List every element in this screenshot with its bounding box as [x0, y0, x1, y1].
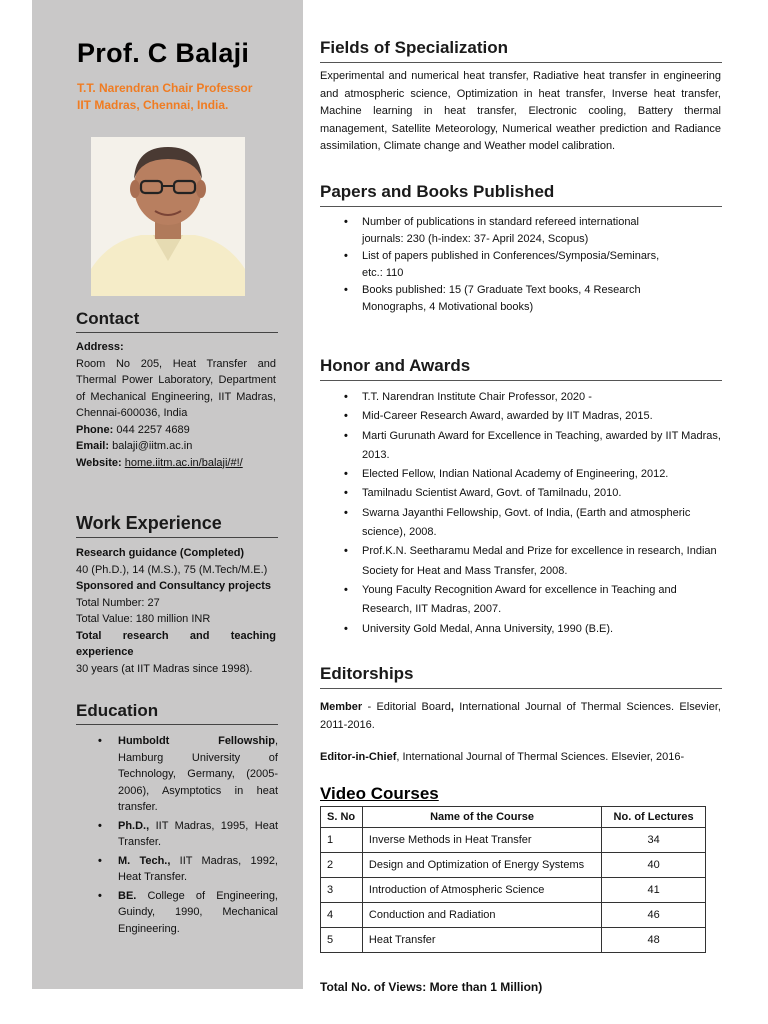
email-label: Email:: [76, 440, 110, 452]
awards-heading: Honor and Awards: [320, 356, 722, 381]
papers-list: [320, 214, 662, 316]
subtitle-position: T.T. Narendran Chair Professor: [77, 81, 253, 95]
table-row: 4 Conduction and Radiation 46: [321, 903, 706, 928]
address-text: Room No 205, Heat Transfer and Thermal Power Laboratory, Department of Mechanical Engineering, IIT Madras, Chennai-600036, India: [76, 357, 276, 419]
work-experience-section: [76, 545, 276, 677]
education-list: [76, 733, 278, 939]
editorships-heading: Editorships: [320, 664, 722, 689]
list-item: • University Gold Medal, Anna University, 1990 (B.E).: [320, 620, 722, 639]
contact-heading: Contact: [76, 309, 278, 333]
subtitle-institution: IIT Madras, Chennai, India.: [77, 98, 229, 112]
list-item: • Prof.K.N. Seetharamu Medal and Prize for excellence in research, Indian Society for Heat and Mass Transfer, 2008.: [320, 542, 722, 581]
list-item: • Swarna Jayanthi Fellowship, Govt. of India, (Earth and atmospheric science), 2008.: [320, 504, 722, 543]
list-item: • Tamilnadu Scientist Award, Govt. of Tamilnadu, 2010.: [320, 484, 722, 503]
work-experience-heading: Work Experience: [76, 513, 278, 538]
address-label: Address:: [76, 341, 124, 353]
list-item: • Elected Fellow, Indian National Academy of Engineering, 2012.: [320, 465, 722, 484]
page-title: Prof. C Balaji: [77, 38, 250, 68]
phone-value: 044 2257 4689: [116, 423, 190, 436]
column-header: S. No: [321, 807, 363, 828]
guidance-value: 40 (Ph.D.), 14 (M.S.), 75 (M.Tech/M.E.): [76, 563, 268, 576]
video-courses-heading: Video Courses: [320, 784, 439, 803]
list-item: • Marti Gurunath Award for Excellence in Teaching, awarded by IIT Madras, 2013.: [320, 427, 722, 466]
portrait-image: [91, 137, 245, 296]
total-views: Total No. of Views: More than 1 Million): [320, 980, 543, 994]
experience-value: 30 years (at IIT Madras since 1998).: [76, 662, 253, 675]
list-item: • BE. College of Engineering, Guindy, 1990, Mechanical Engineering.: [76, 888, 278, 938]
column-header: Name of the Course: [362, 807, 601, 828]
profile-photo: [91, 137, 245, 296]
website-line: [76, 455, 276, 472]
contact-section: [76, 339, 276, 471]
experience-label: Total research and teaching experience: [76, 629, 276, 658]
list-item: • Mid-Career Research Award, awarded by IIT Madras, 2015.: [320, 407, 722, 426]
awards-list: [320, 388, 722, 639]
video-courses-table: [320, 806, 706, 953]
table-row: 2 Design and Optimization of Energy Systems 40: [321, 853, 706, 878]
subtitle: [77, 80, 252, 114]
table-row: 3 Introduction of Atmospheric Science 41: [321, 878, 706, 903]
list-item: • Young Faculty Recognition Award for excellence in Teaching and Research, IIT Madras, 2007.: [320, 581, 722, 620]
list-item: • M. Tech., IIT Madras, 1992, Heat Transfer.: [76, 853, 278, 886]
list-item: • Number of publications in standard refereed international journals: 230 (h-index: 37- April 2024, Scopus): [320, 214, 662, 247]
table-row: 1 Inverse Methods in Heat Transfer 34: [321, 828, 706, 853]
total-value: Total Value: 180 million INR: [76, 613, 211, 625]
website-link[interactable]: home.iitm.ac.in/balaji/#!/: [124, 456, 243, 469]
specialization-heading: Fields of Specialization: [320, 38, 722, 63]
editorship-chief: Editor-in-Chief, International Journal of Thermal Sciences. Elsevier, 2016-: [320, 751, 685, 763]
website-label: Website:: [76, 456, 122, 469]
table-row: 5 Heat Transfer 48: [321, 928, 706, 953]
education-heading: Education: [76, 701, 278, 725]
list-item: • Books published: 15 (7 Graduate Text books, 4 Research Monographs, 4 Motivational books): [320, 282, 662, 315]
email-link[interactable]: balaji@iitm.ac.in: [112, 440, 193, 452]
sponsored-label: Sponsored and Consultancy projects: [76, 580, 271, 592]
list-item: • T.T. Narendran Institute Chair Professor, 2020 -: [320, 388, 722, 407]
email-line: [76, 438, 276, 455]
guidance-label: Research guidance (Completed): [76, 547, 245, 559]
phone-label: Phone:: [76, 423, 114, 436]
total-number: Total Number: 27: [76, 596, 160, 609]
list-item: • List of papers published in Conferences/Symposia/Seminars, etc.: 110: [320, 248, 662, 281]
specialization-text: Experimental and numerical heat transfer, Radiative heat transfer in engineering and atmospheric science, Optimization in heat transfer, Inverse heat transfer, Machine learning in heat transfer, Electronic cooling, Battery thermal management, Satellite Meteorology, Numerical weather prediction and Radiance assimilation, Climate change and Weather model calibration.: [320, 70, 721, 153]
table-header-row: [321, 807, 706, 828]
column-header: No. of Lectures: [602, 807, 706, 828]
papers-heading: Papers and Books Published: [320, 182, 722, 207]
phone-line: [76, 422, 276, 439]
list-item: • Humboldt Fellowship, Hamburg University of Technology, Germany, (2005-2006), Asymptotics in heat transfer.: [76, 733, 278, 816]
editorship-member: Member - Editorial Board, International Journal of Thermal Sciences. Elsevier, 2011-2016.: [320, 701, 721, 731]
list-item: • Ph.D., IIT Madras, 1995, Heat Transfer.: [76, 818, 278, 851]
